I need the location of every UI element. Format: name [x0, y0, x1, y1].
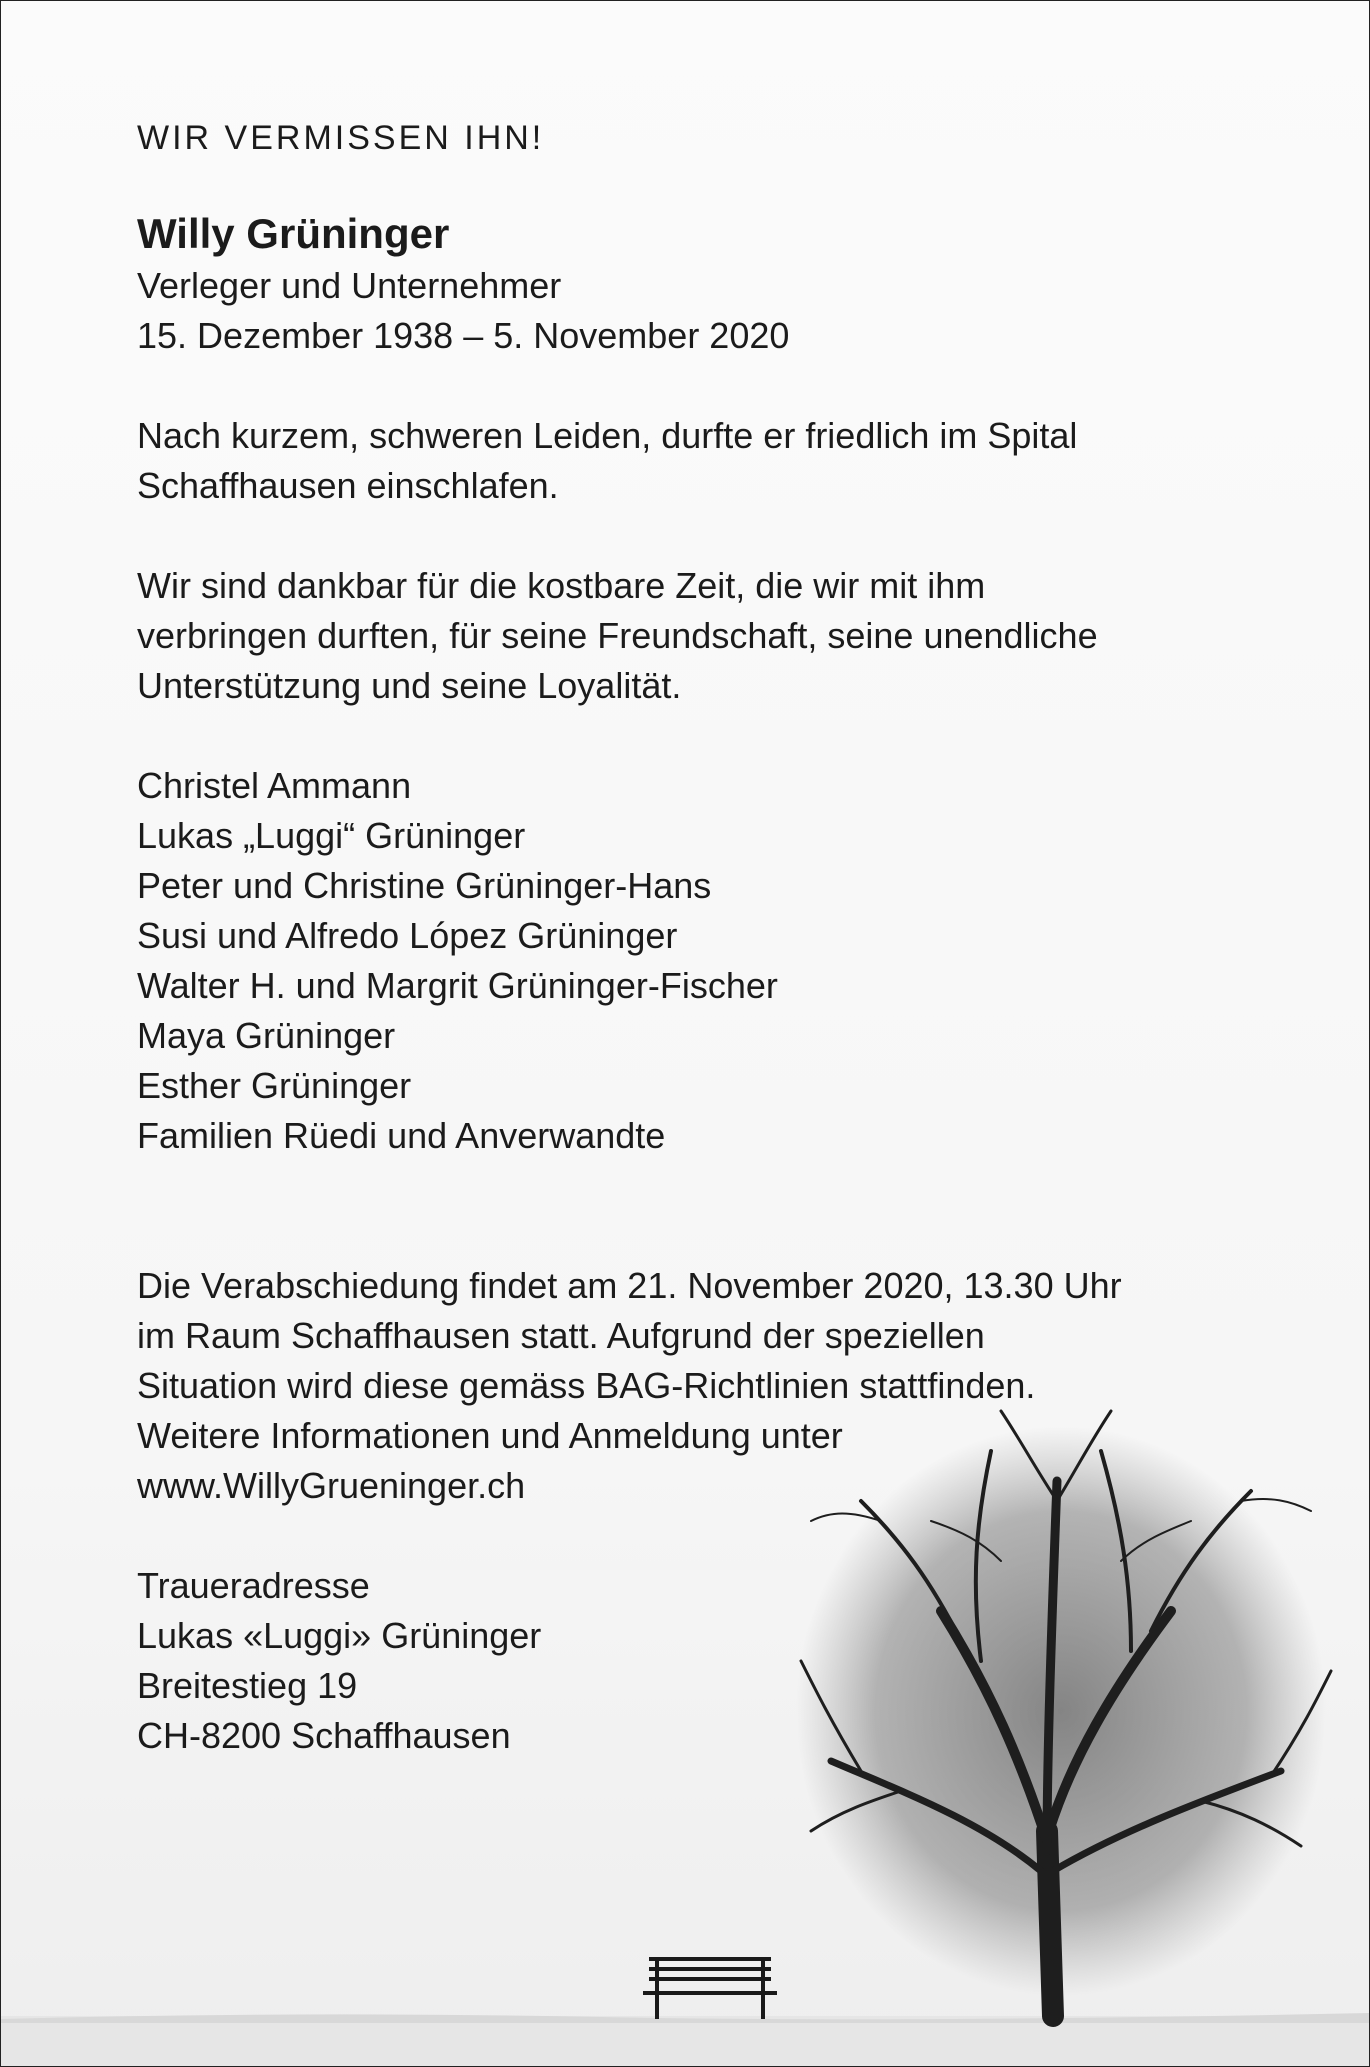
text-line: Weitere Informationen und Anmeldung unter	[137, 1415, 843, 1456]
notice-text	[137, 113, 1257, 1811]
text-line: Schaffhausen einschlafen.	[137, 465, 559, 506]
paragraph-passing	[137, 411, 1257, 511]
mourning-address	[137, 1561, 1257, 1761]
paragraph-gratitude	[137, 561, 1257, 711]
text-line: Situation wird diese gemäss BAG-Richtlinien stattfinden.	[137, 1365, 1036, 1406]
text-line: verbringen durften, für seine Freundschaft, seine unendliche	[137, 615, 1098, 656]
text-line: Unterstützung und seine Loyalität.	[137, 665, 682, 706]
website-link[interactable]: www.WillyGrueninger.ch	[137, 1465, 526, 1506]
address-heading: Traueradresse	[137, 1565, 370, 1606]
mourner-name: Familien Rüedi und Anverwandte	[137, 1115, 666, 1156]
text-line: Nach kurzem, schweren Leiden, durfte er friedlich im Spital	[137, 415, 1078, 456]
notice-kicker: WIR VERMISSEN IHN!	[137, 119, 545, 157]
address-line: Lukas «Luggi» Grüninger	[137, 1615, 542, 1656]
deceased-name: Willy Grüninger	[137, 210, 450, 257]
deceased-dates: 15. Dezember 1938 – 5. November 2020	[137, 315, 790, 356]
mourner-name: Esther Grüninger	[137, 1065, 412, 1106]
text-line: Die Verabschiedung findet am 21. November 2020, 13.30 Uhr	[137, 1265, 1122, 1306]
address-line: CH-8200 Schaffhausen	[137, 1715, 511, 1756]
mourner-name: Maya Grüninger	[137, 1015, 396, 1056]
text-line: Wir sind dankbar für die kostbare Zeit, die wir mit ihm	[137, 565, 986, 606]
mourners-list	[137, 761, 1257, 1161]
mourner-name: Walter H. und Margrit Grüninger-Fischer	[137, 965, 778, 1006]
bench-icon	[643, 1959, 777, 2019]
mourner-name: Lukas „Luggi“ Grüninger	[137, 815, 526, 856]
deceased-role: Verleger und Unternehmer	[137, 265, 562, 306]
snow-ground	[1, 2013, 1369, 2066]
mourner-name: Peter und Christine Grüninger-Hans	[137, 865, 712, 906]
deceased-block	[137, 207, 1257, 361]
text-line: im Raum Schaffhausen statt. Aufgrund der speziellen	[137, 1315, 985, 1356]
address-line: Breitestieg 19	[137, 1665, 358, 1706]
farewell-info	[137, 1261, 1257, 1511]
mourner-name: Susi und Alfredo López Grüninger	[137, 915, 678, 956]
mourner-name: Christel Ammann	[137, 765, 412, 806]
